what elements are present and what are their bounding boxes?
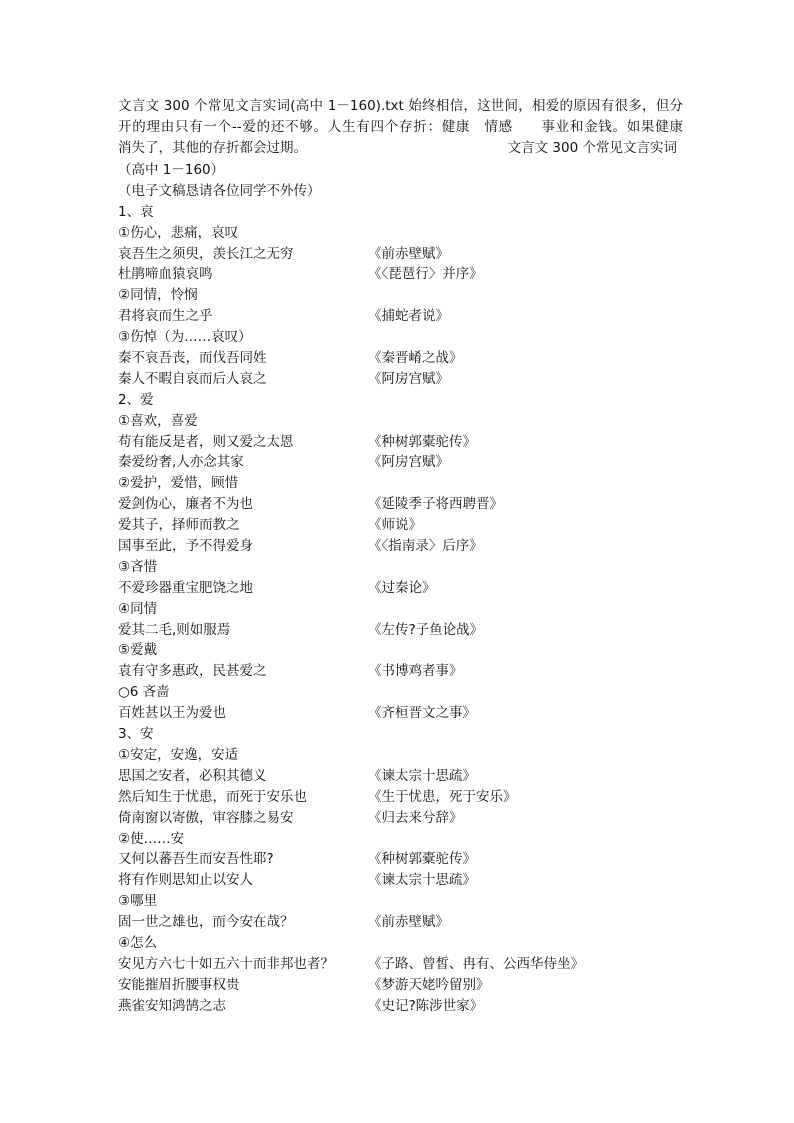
entry-list: [118, 160, 718, 1017]
document-title: 文言文 300 个常见文言实词: [507, 140, 677, 156]
entry-text: ②使……安: [118, 830, 185, 847]
list-item: [118, 578, 718, 599]
list-item: [118, 285, 718, 306]
list-item: [118, 411, 718, 432]
entry-source: 《过秦论》: [368, 579, 436, 596]
entry-text: 爱其子，择师而教之: [118, 517, 240, 534]
list-item: [118, 160, 718, 181]
entry-text: 百姓甚以王为爱也: [118, 705, 226, 722]
entry-source: 《子路、曾皙、冉有、公西华侍坐》: [368, 955, 584, 972]
entry-source: 《齐桓晋文之事》: [368, 705, 476, 722]
entry-source: 《阿房宫赋》: [368, 370, 449, 387]
intro-paragraph: [118, 96, 683, 159]
list-item: [118, 202, 718, 223]
list-item: [118, 829, 718, 850]
entry-source: 《史记?陈涉世家》: [368, 997, 484, 1014]
entry-source: 《师说》: [368, 517, 422, 534]
entry-source: 《谏太宗十思疏》: [368, 767, 476, 784]
list-item: [118, 891, 718, 912]
entry-source: 《〈指南录〉后序》: [368, 538, 483, 555]
entry-source: 《捕蛇者说》: [368, 308, 449, 325]
entry-text: 安能摧眉折腰事权贵: [118, 976, 240, 993]
entry-text: （电子文稿恳请各位同学不外传）: [118, 182, 321, 199]
entry-text: 3、安: [118, 726, 154, 743]
list-item: [118, 452, 718, 473]
entry-text: ③哪里: [118, 893, 158, 910]
entry-source: 《前赤壁赋》: [368, 914, 449, 931]
entry-text: ②爱护，爱惜，顾惜: [118, 475, 239, 492]
list-item: [118, 975, 718, 996]
intro-line-3-left: 消失了，其他的存折都会过期。: [118, 140, 307, 156]
entry-text: 秦不哀吾丧，而伐吾同姓: [118, 350, 267, 367]
entry-text: （高中 1－160）: [118, 162, 225, 178]
intro-line-2: 开的理由只有一个--爱的还不够。人生有四个存折：健康 情感 事业和金钱。如果健康: [118, 119, 683, 135]
list-item: [118, 369, 718, 390]
list-item: [118, 620, 718, 641]
list-item: [118, 849, 718, 870]
list-item: [118, 473, 718, 494]
entry-text: ②同情，怜悯: [118, 287, 198, 304]
list-item: [118, 432, 718, 453]
entry-source: 《阿房宫赋》: [368, 454, 449, 471]
list-item: [118, 661, 718, 682]
entry-text: 固一世之雄也，而今安在哉？: [118, 914, 294, 931]
list-item: [118, 264, 718, 285]
list-item: [118, 724, 718, 745]
list-item: [118, 808, 718, 829]
list-item: [118, 390, 718, 411]
entry-text: 哀吾生之须臾，羡长江之无穷: [118, 245, 294, 262]
entry-text: 然后知生于忧患，而死于安乐也: [118, 788, 307, 805]
list-item: [118, 181, 718, 202]
entry-text: 苟有能反是者，则又爱之太恩: [118, 433, 294, 450]
entry-text: 秦人不暇自哀而后人哀之: [118, 370, 267, 387]
entry-source: 《延陵季子将西聘晋》: [368, 496, 503, 513]
entry-text: ③吝惜: [118, 558, 158, 575]
list-item: [118, 223, 718, 244]
entry-text: 爱剑伪心，廉者不为也: [118, 496, 253, 513]
entry-source: 《种树郭橐驼传》: [368, 851, 476, 868]
list-item: [118, 599, 718, 620]
entry-source: 《梦游天姥吟留别》: [368, 976, 490, 993]
list-item: [118, 682, 718, 703]
entry-source: 《秦晋崤之战》: [368, 350, 463, 367]
list-item: [118, 327, 718, 348]
list-item: [118, 996, 718, 1017]
entry-text: 安见方六七十如五六十而非邦也者？: [118, 955, 334, 972]
entry-text: 又何以蕃吾生而安吾性耶?: [118, 851, 274, 868]
list-item: [118, 515, 718, 536]
entry-source: 《左传?子鱼论战》: [368, 621, 484, 638]
entry-text: 倚南窗以寄傲，审容膝之易安: [118, 809, 294, 826]
entry-text: 燕雀安知鸿鹄之志: [118, 997, 226, 1014]
entry-source: 《谏太宗十思疏》: [368, 872, 476, 889]
intro-line-1: 文言文 300 个常见文言实词(高中 1－160).txt 始终相信，这世间，相爱的原因有很多，但分: [118, 98, 683, 114]
list-item: [118, 745, 718, 766]
entry-text: 国事至此，予不得爱身: [118, 538, 253, 555]
entry-text: 将有作则思知止以安人: [118, 872, 253, 889]
entry-text: ④同情: [118, 600, 158, 617]
entry-source: 《〈琵琶行〉并序》: [368, 266, 483, 283]
entry-source: 《种树郭橐驼传》: [368, 433, 476, 450]
list-item: [118, 494, 718, 515]
list-item: [118, 640, 718, 661]
entry-text: ④怎么: [118, 934, 158, 951]
list-item: [118, 703, 718, 724]
entry-text: 不爱珍器重宝肥饶之地: [118, 579, 253, 596]
entry-source: 《前赤壁赋》: [368, 245, 449, 262]
list-item: [118, 536, 718, 557]
list-item: [118, 912, 718, 933]
entry-text: 杜鹃啼血猿哀鸣: [118, 266, 213, 283]
list-item: [118, 933, 718, 954]
list-item: [118, 557, 718, 578]
entry-text: 爱其二毛,则如服焉: [118, 621, 231, 638]
entry-text: ○6 吝啬: [118, 684, 170, 701]
list-item: [118, 348, 718, 369]
entry-text: 思国之安者，必积其德义: [118, 767, 267, 784]
entry-text: ⑤爱戴: [118, 642, 158, 659]
list-item: [118, 766, 718, 787]
list-item: [118, 870, 718, 891]
entry-source: 《生于忧患，死于安乐》: [368, 788, 517, 805]
list-item: [118, 954, 718, 975]
entry-source: 《归去来兮辞》: [368, 809, 463, 826]
entry-source: 《书博鸡者事》: [368, 663, 463, 680]
entry-text: 1、哀: [118, 203, 154, 220]
entry-text: 秦爱纷奢,人亦念其家: [118, 454, 244, 471]
list-item: [118, 306, 718, 327]
list-item: [118, 787, 718, 808]
intro-line-3: [118, 138, 683, 159]
entry-text: ①安定，安逸，安适: [118, 746, 239, 763]
entry-text: 袁有守多惠政，民甚爱之: [118, 663, 267, 680]
entry-text: ③伤悼（为……哀叹）: [118, 329, 252, 346]
list-item: [118, 244, 718, 265]
entry-text: ①喜欢，喜爱: [118, 412, 198, 429]
entry-text: 2、爱: [118, 391, 154, 408]
entry-text: ①伤心，悲痛，哀叹: [118, 224, 239, 241]
entry-text: 君将哀而生之乎: [118, 308, 213, 325]
